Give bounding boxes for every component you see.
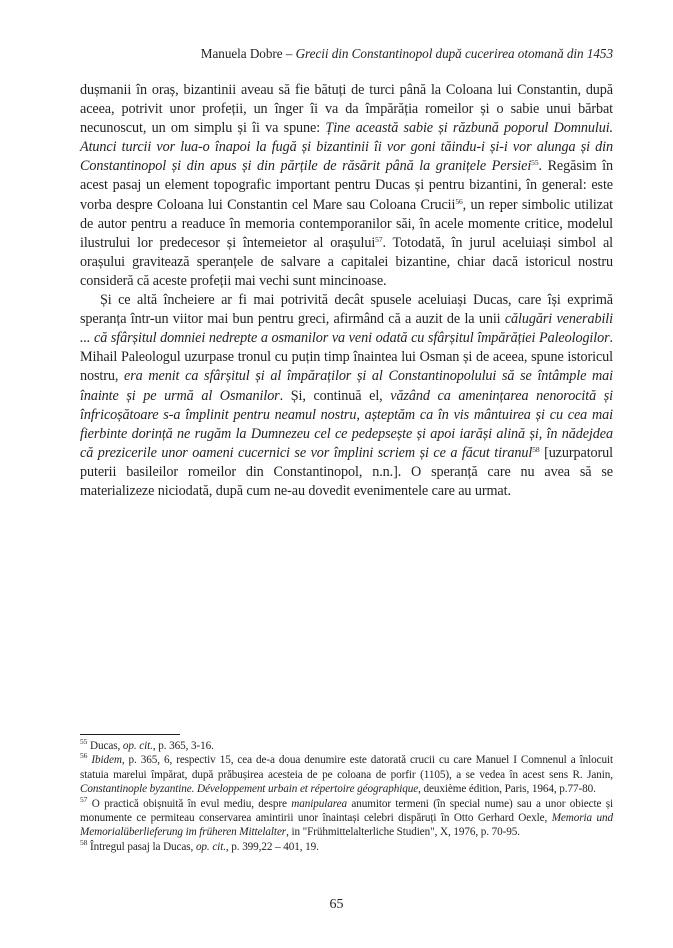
text-run: . Regăsim în acest pasaj un element topografic important pentru Ducas și pentru bizantini, în general: este vorba despre Coloana lui Constantin cel Mare sau Coloana Crucii — [80, 158, 613, 213]
italic-run: op. cit. — [195, 840, 226, 853]
text-run: . Și, continuă el, — [279, 387, 391, 404]
quote-italic: Ține această sabie și răzbună poporul Domnului. Atunci turcii vor lua-o înapoi la fugă și bizantinii îi vor goni tăindu-i și-i vor alunga și din Constantinopol și din apus și din părțile de răsărit până la granițele Persiei — [80, 120, 613, 175]
footnote — [80, 753, 613, 796]
text-run: , un reper simbolic utilizat de autor pentru a readuce în memoria contemporanilor săi, în acele momente critice, modelul ilustrului lor predecesor și întemeietor al orașului — [80, 196, 613, 251]
text-run: Întregul pasaj la Ducas, — [87, 840, 196, 853]
text-run: , deuxième édition, Paris, 1964, p.77-80. — [418, 783, 596, 796]
footnote-number: 58 — [80, 837, 88, 847]
footnote-number: 57 — [80, 794, 88, 804]
footnote-number: 55 — [80, 737, 88, 746]
footnote-ref[interactable]: 58 — [532, 444, 540, 454]
text-run: . Mihail Paleologul uzurpase tronul cu puțin timp înaintea lui Osman și de aceea, spune istoricul nostru, — [80, 330, 613, 385]
page-number: 65 — [329, 897, 344, 912]
footnote-number: 56 — [80, 751, 88, 761]
footnotes — [80, 739, 613, 854]
paragraph — [80, 291, 613, 501]
text-run: Și ce altă încheiere ar fi mai potrivită decât spusele aceluiași Ducas, care își exprimă speranța într-un viitor mai bun pentru greci, afirmând că a auzit de la unii — [80, 292, 613, 328]
footnote — [80, 739, 613, 753]
text-run: Ducas, — [87, 740, 123, 752]
italic-run: Memoria und Memorialüberlieferung im früheren Mittelalter — [80, 812, 613, 839]
main-text — [80, 81, 613, 501]
text-run: . Totodată, în jurul aceluiași simbol al orașului gravitează speranțele de salvare a capitalei bizantine, chiar dacă istoricul nostru consideră că aceste profeții mai vechi sunt mincinoase. — [80, 234, 613, 289]
paragraph — [80, 81, 613, 291]
footnote-ref[interactable]: 57 — [375, 234, 383, 244]
text-run: , in "Frühmittelalterliche Studien", X, 1976, p. 70-95. — [286, 826, 520, 839]
footnote-ref[interactable]: 56 — [455, 196, 463, 206]
footnote-ref[interactable]: 55 — [531, 158, 539, 168]
footnote — [80, 837, 613, 854]
text-run: [uzurpatorul puterii basileilor romeilor din Constantinopol, n.n.]. O speranță care nu avea să se materializeze niciodată, după cum ne-au dovedit evenimentele care au urmat. — [80, 444, 613, 499]
text-run: , p. 365, 6, respectiv 15, cea de-a doua denumire este datorată crucii cu care Manuel I Comnenul a înlocuit statuia marelui împărat, după prăbușirea acesteia de pe coloana de porfir (1105), a se vedea în acest sens R. Janin, — [80, 754, 613, 781]
quote-italic: văzând ca amenințarea nenorocită și înfricoșătoare s-a împlinit pentru neamul nostru, așteptăm ca în vis mântuirea și cu cea mai fierbinte dorință ne rugăm la Dumnezeu cel ce pedepsește și apoi iarăși alină și, în nădejdea că prezicerile unor oameni cucernici se vor împlini scriem și ce a făcut tiranul — [80, 387, 613, 461]
quote-italic: călugări venerabili ... că sfârșitul domniei nedrepte a osmanilor va veni odată cu sfârșitul împărăției Paleologilor — [80, 311, 613, 347]
header-author: Manuela Dobre – — [200, 46, 296, 61]
footnote-separator — [80, 734, 180, 735]
italic-run: Ibidem — [91, 754, 122, 767]
text-run: , p. 399,22 – 401, 19. — [225, 840, 319, 853]
text-run: dușmanii în oraș, bizantinii aveau să fie bătuți de turci până la Coloana lui Constantin, după aceea, potrivit unor profeții, un înger îi va da împărăția romeilor și o sabie unui bărbat necunoscut, un om simplu și îi va spune: — [80, 82, 613, 137]
quote-italic: era menit ca sfârșitul și al împăraților și al Constantinopolului să se întâmple mai înainte și pe urmă al Osmanilor — [80, 368, 614, 404]
text-run: anumitor termeni (în special nume) sau a unor obiecte și monumente ce permiteau conservarea amintirii unor înaintași celebri dispăruți în Otto Gerhard Oexle, — [80, 797, 613, 825]
running-header — [0, 46, 613, 62]
header-title: Grecii din Constantinopol după cucerirea otomană din 1453 — [295, 46, 613, 61]
footnote — [80, 794, 613, 840]
text-run: , p. 365, 3-16. — [152, 740, 214, 752]
italic-run: op. cit. — [122, 740, 153, 752]
italic-run: manipularea — [291, 797, 347, 810]
italic-run: Constantinople byzantine. Développement urbain et répertoire géographique — [80, 783, 419, 796]
text-run: O practică obișnuită în evul mediu, despre — [87, 797, 292, 810]
